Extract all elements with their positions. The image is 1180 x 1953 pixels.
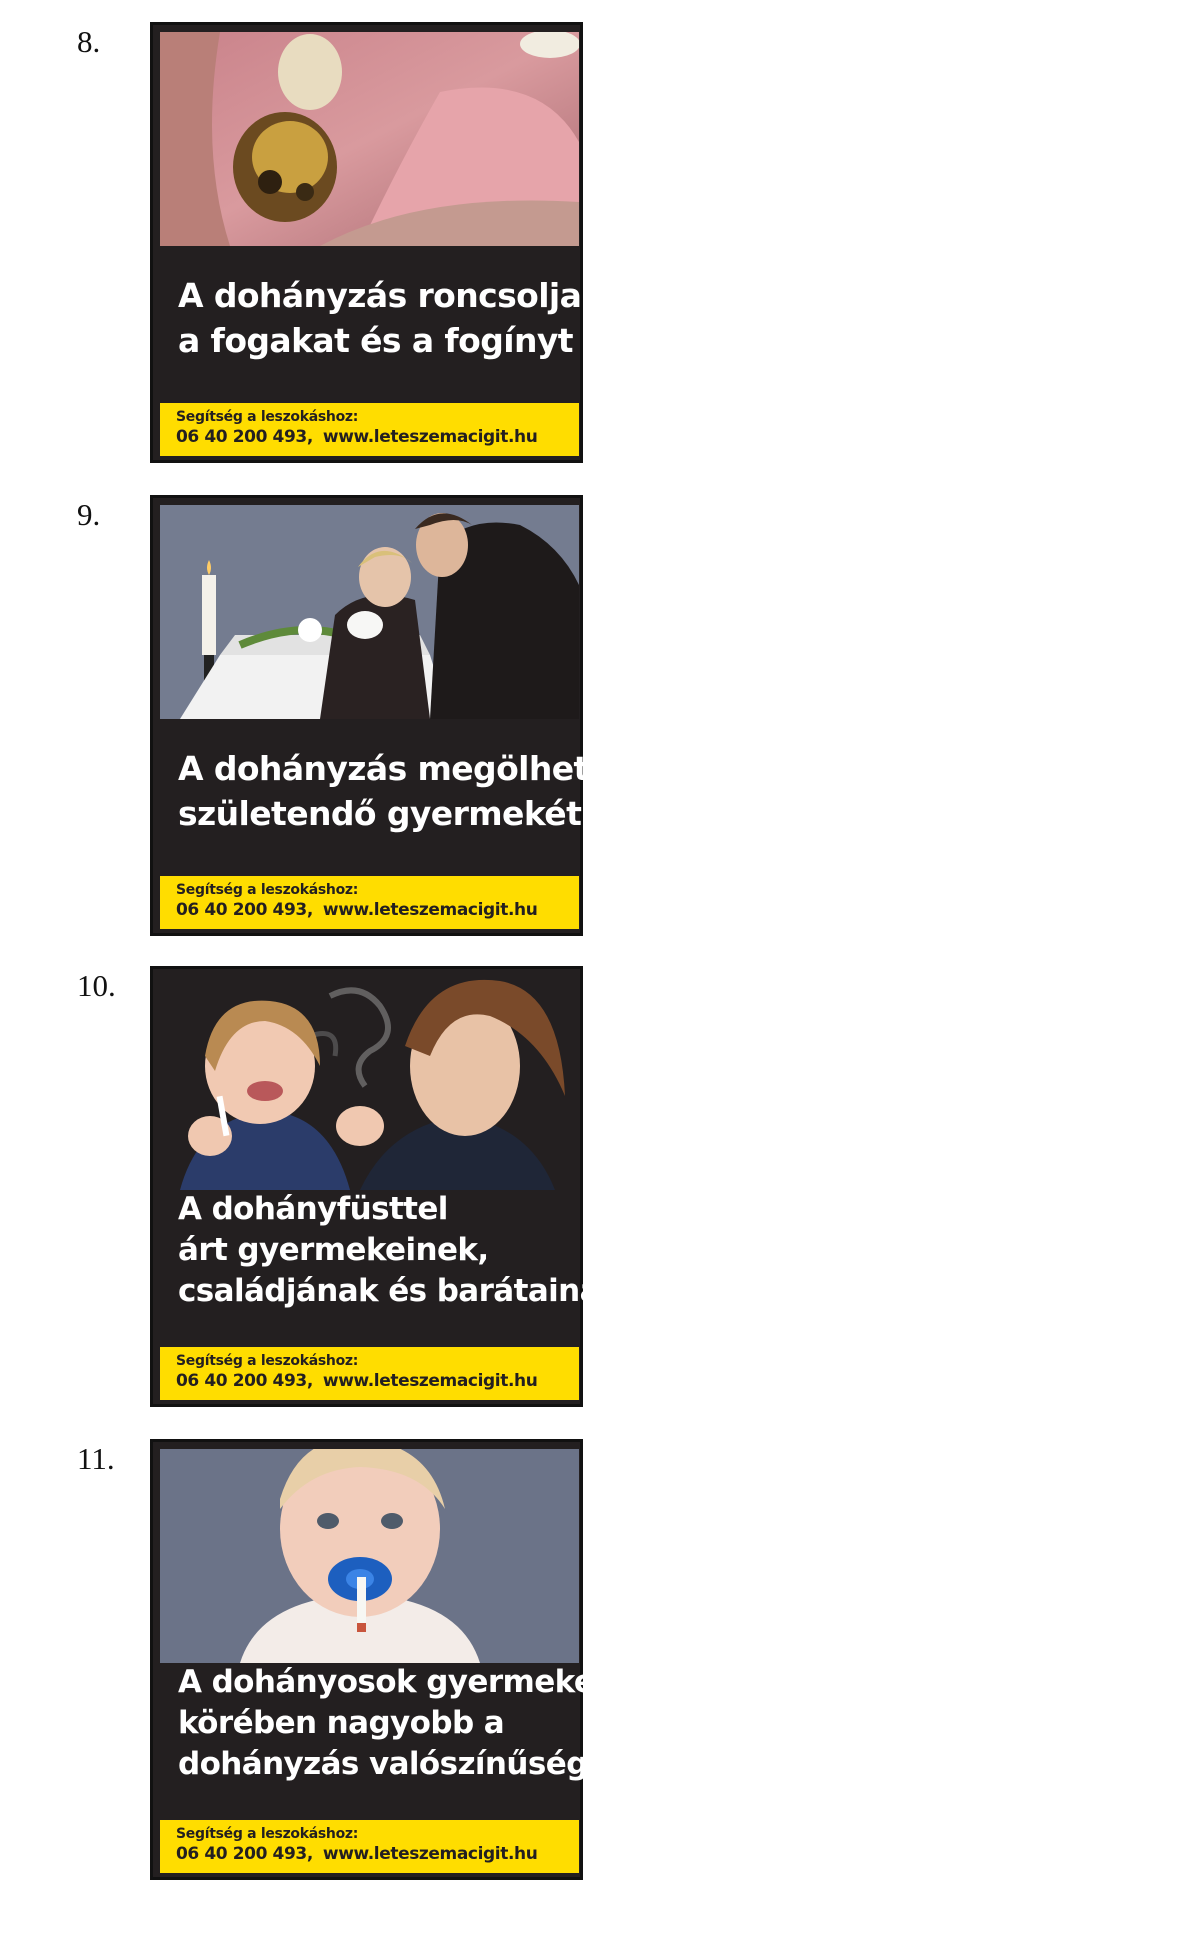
help-phone: 06 40 200 493,: [176, 1844, 313, 1864]
help-contact: [176, 426, 579, 449]
help-label: Segítség a leszokáshoz:: [176, 409, 359, 425]
quit-help-bar: [160, 403, 579, 456]
health-warning-card: [150, 22, 583, 463]
warning-line: a fogakat és a fogínyt: [178, 321, 573, 360]
warning-line: A dohányzás roncsolja: [178, 276, 582, 315]
help-url: www.leteszemacigit.hu: [322, 427, 538, 447]
warning-text: [178, 1662, 609, 1785]
help-phone: 06 40 200 493,: [176, 1371, 313, 1391]
quit-help-bar: [160, 876, 579, 929]
warning-line: A dohányosok gyermekei: [178, 1664, 605, 1700]
help-label: Segítség a leszokáshoz:: [176, 1826, 359, 1842]
damaged-teeth-photo: [160, 32, 579, 246]
entry-number: 9.: [77, 497, 101, 532]
warning-text: [178, 273, 582, 363]
quit-help-bar: [160, 1347, 579, 1400]
warning-line: árt gyermekeinek,: [178, 1232, 489, 1268]
warning-line: születendő gyermekét: [178, 794, 582, 833]
help-contact: [176, 1843, 579, 1866]
help-url: www.leteszemacigit.hu: [322, 1371, 538, 1391]
warning-entry-8: [0, 22, 1180, 467]
warning-line: családjának és barátainak: [178, 1273, 620, 1309]
warning-line: A dohányfüsttel: [178, 1191, 448, 1227]
help-label: Segítség a leszokáshoz:: [176, 1353, 359, 1369]
quit-help-bar: [160, 1820, 579, 1873]
warning-text: [178, 1189, 620, 1312]
help-contact: [176, 1370, 579, 1393]
help-contact: [176, 899, 579, 922]
warning-entry-11: [0, 1439, 1180, 1884]
entry-number: 10.: [77, 968, 116, 1003]
crying-child-smoke-photo: [160, 976, 579, 1190]
warning-line: dohányzás valószínűsége: [178, 1746, 609, 1782]
warning-entry-9: [0, 495, 1180, 940]
baby-pacifier-cigarette-photo: [160, 1449, 579, 1663]
help-url: www.leteszemacigit.hu: [322, 1844, 538, 1864]
help-phone: 06 40 200 493,: [176, 900, 313, 920]
warning-line: A dohányzás megölheti: [178, 749, 600, 788]
entry-number: 11.: [77, 1441, 115, 1476]
help-phone: 06 40 200 493,: [176, 427, 313, 447]
health-warning-card: [150, 495, 600, 936]
warning-line: körében nagyobb a: [178, 1705, 505, 1741]
warning-entry-10: [0, 966, 1180, 1411]
health-warning-card: [150, 1439, 609, 1880]
help-label: Segítség a leszokáshoz:: [176, 882, 359, 898]
grieving-couple-photo: [160, 505, 579, 719]
health-warning-card: [150, 966, 620, 1407]
warning-text: [178, 746, 600, 836]
help-url: www.leteszemacigit.hu: [322, 900, 538, 920]
entry-number: 8.: [77, 24, 101, 59]
